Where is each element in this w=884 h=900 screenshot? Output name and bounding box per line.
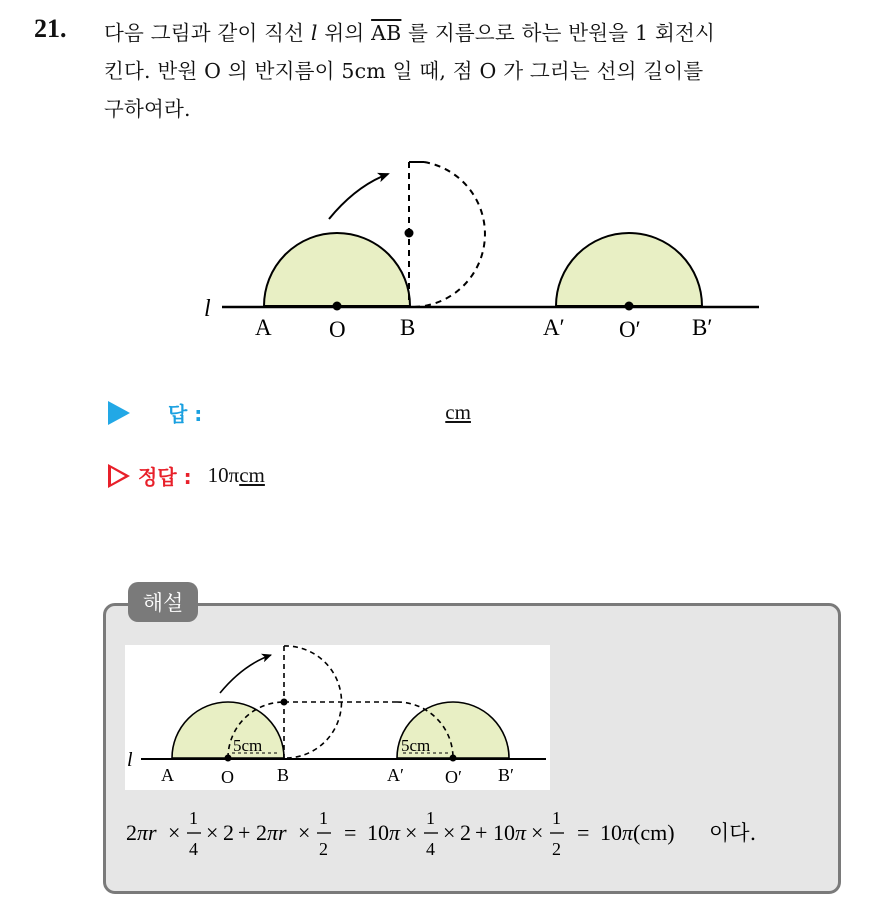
label-o: O: [221, 767, 234, 787]
label-b-prime: B′: [692, 315, 713, 340]
svg-text:2: 2: [460, 820, 471, 845]
svg-text:1: 1: [552, 808, 561, 828]
label-a-prime: A′: [543, 315, 565, 340]
svg-text:4: 4: [189, 839, 198, 859]
svg-text:×: ×: [206, 820, 219, 845]
label-b-prime: B′: [498, 765, 514, 785]
question-text-part: 다음 그림과 같이 직선: [104, 21, 311, 45]
answer-row: [108, 398, 471, 427]
label-o-prime: O′: [445, 767, 462, 787]
point-o-top: [281, 699, 288, 706]
svg-text:2πr: 2πr: [256, 820, 287, 845]
label-l: l: [204, 296, 211, 322]
point-o-prime: [625, 302, 634, 311]
svg-text:+: +: [475, 820, 488, 845]
svg-text:×: ×: [531, 820, 544, 845]
question-text-part: 위의: [317, 21, 372, 45]
label-a: A: [161, 765, 174, 785]
filled-triangle-icon: [108, 401, 130, 425]
svg-text:×: ×: [298, 820, 311, 845]
question-text-line3: 구하여라.: [104, 97, 191, 121]
label-o-prime: O′: [619, 317, 641, 342]
segment-ab: $\overline{AB}$: [371, 21, 402, 45]
question-text-part: 를 지름으로 하는 반원을 1 회전시: [401, 21, 715, 45]
correct-value: 10π: [207, 463, 240, 487]
label-a: A: [255, 315, 272, 340]
line-variable: l: [310, 21, 318, 45]
rotation-figure: [196, 152, 766, 347]
svg-text:10π: 10π: [367, 820, 401, 845]
svg-text:2: 2: [319, 839, 328, 859]
svg-text:+: +: [238, 820, 251, 845]
solution-tag: 해설: [128, 582, 198, 622]
svg-text:2: 2: [223, 820, 234, 845]
semicircle-a-prime-b-prime: [556, 233, 702, 306]
answer-label: 답 :: [168, 402, 203, 426]
answer-unit: cm: [445, 400, 471, 424]
correct-answer-row: [108, 461, 265, 490]
svg-text:×: ×: [443, 820, 456, 845]
point-o-rotated: [405, 229, 414, 238]
solution-figure: [125, 645, 550, 790]
label-b: B: [400, 315, 416, 340]
radius-label: 5cm: [233, 736, 263, 755]
svg-text:1: 1: [426, 808, 435, 828]
svg-text:4: 4: [426, 839, 435, 859]
svg-text:1: 1: [189, 808, 198, 828]
rotated-semicircle-arc: [412, 162, 485, 307]
label-a-prime: A′: [387, 765, 404, 785]
question-number: 21.: [34, 14, 67, 43]
point-o: [333, 302, 342, 311]
svg-text:×: ×: [405, 820, 418, 845]
radius-label-prime: 5cm: [401, 736, 431, 755]
correct-unit: cm: [239, 463, 265, 487]
label-b: B: [277, 765, 290, 785]
question-text: [104, 14, 864, 128]
question-text-line2: 킨다. 반원 O 의 반지름이 5cm 일 때, 점 O 가 그리는 선의 길이를: [104, 59, 704, 83]
correct-label: 정답 :: [138, 465, 192, 489]
solution-equation: [126, 800, 826, 870]
semicircle-ab: [264, 233, 410, 306]
svg-text:×: ×: [168, 820, 181, 845]
outlined-triangle-icon: [108, 464, 130, 488]
svg-text:10π: 10π: [493, 820, 527, 845]
svg-text:=: =: [577, 820, 590, 845]
label-o: O: [329, 317, 346, 342]
svg-text:10π(cm): 10π(cm): [600, 820, 675, 845]
label-l: l: [127, 749, 133, 771]
svg-text:=: =: [344, 820, 357, 845]
point-o: [225, 755, 232, 762]
equation-tail: 이다.: [709, 821, 757, 845]
point-o-prime: [450, 755, 457, 762]
rotation-arrow: [329, 174, 388, 219]
svg-text:1: 1: [319, 808, 328, 828]
svg-text:2: 2: [552, 839, 561, 859]
svg-text:2πr: 2πr: [126, 820, 157, 845]
